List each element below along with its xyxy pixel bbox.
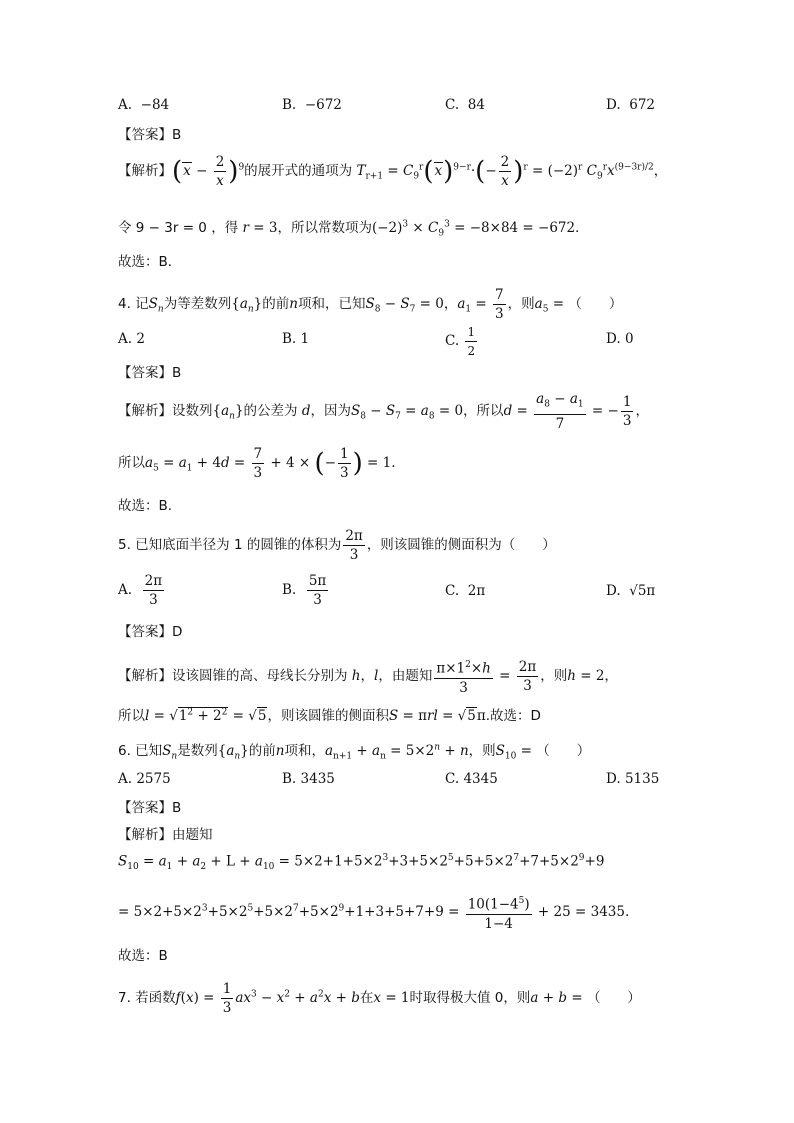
- q3-analysis-line1: 【解析】(x − $\frac{2}{x}$ )$^9$的展开式的通项为 $T_{r+1} = C_9^r(x)^{9-r}\cdot(-$ $\frac{2}{x}$ )$^r = (-2)^r$ $C_9^rx^{(9-3r)/2}$，: [118, 154, 668, 189]
- q4-conclusion: 故选：B.: [118, 498, 173, 514]
- q6-analysis-line3: = $5\times 2+5\times 2^3+5\times 2^5+5\times 2^7+5\times 2^9+1+3+5+7+9$ = $\frac{10(1-4^5)}{1-4}$ + 25 = 3435.: [118, 892, 629, 933]
- q6-option-a: A. 2575: [118, 771, 171, 787]
- q4-option-a: A. 2: [118, 331, 145, 347]
- q5-analysis-line2: 所以$l = √1^2 + 2^2 = √5$，则该圆锥的侧面积S = πrl = √5π.故选：D: [118, 707, 541, 724]
- q4-answer: 【答案】B: [118, 365, 182, 381]
- q3-analysis-line2: 令 9 − 3r = 0 ，得 r = 3，所以常数项为$(-2)^3 \times C_9^3 = -8\times 84 = -672$．: [118, 219, 589, 239]
- q3-option-c: C. 84: [445, 97, 485, 113]
- q3-conclusion: 故选：B．: [118, 254, 182, 270]
- q6-option-b: B. 3435: [282, 771, 335, 787]
- q4-analysis-line1: 【解析】设数列$\{a_n\}$的公差为 d，因为$S_8 - S_7 = a_8 = 0$，所以d = $\frac{a_8 - a_1}{7}$ = − $\frac{1}{3}$ ，: [118, 391, 649, 432]
- q5-option-c: C. 2π: [445, 583, 486, 599]
- analysis-tag: 【解析】: [118, 163, 172, 179]
- q7-stem: 7. 若函数f(x) = $\frac{1}{3}$ $ax^3 - x^2 + a^2x + b$在x = 1时取得极大值 0，则a + b = （ ）: [118, 981, 641, 1016]
- q3-option-b: B. −672: [282, 97, 342, 113]
- q6-stem: 6. 已知$S_n$是数列$\{a_n\}$的前n项和，$a_{n+1} + a_n = 5\times 2^n + n$，则$S_{10}$ = （ ）: [118, 742, 591, 762]
- q4-stem: 4. 记$S_n$为等差数列$\{a_n\}$的前n项和，已知$S_8 - S_7 = 0$，$a_1$ = $\frac{7}{3}$ ，则$a_5$ = （ ）: [118, 287, 623, 322]
- q5-answer: 【答案】D: [118, 624, 183, 640]
- q5-option-d: D. √5π: [606, 583, 656, 599]
- q6-answer: 【答案】B: [118, 800, 182, 816]
- q6-analysis-line2: $S_{10} = a_1 + a_2 + L + a_{10} = 5\times 2+1+5\times 2^3+3+5\times 2^5+5+5\times 2^7+7+5\times 2^9+9$: [118, 853, 605, 873]
- q3-option-a: A. −84: [118, 97, 170, 113]
- q6-option-c: C. 4345: [445, 771, 498, 787]
- q4-analysis-line2: 所以$a_5 = a_1 + 4d$ = $\frac{7}{3}$ + 4 × (− $\frac{1}{3}$ ) = 1.: [118, 446, 396, 481]
- q6-conclusion: 故选：B: [118, 948, 168, 964]
- q3-answer: 【答案】B: [118, 127, 182, 143]
- q4-option-b: B. 1: [282, 331, 310, 347]
- q5-analysis-line1: 【解析】设该圆锥的高、母线长分别为 h，l，由题知 $\frac{\pi\times 1^2\times h}{3}$ = $\frac{2\pi}{3}$ ，则h = 2，: [118, 656, 618, 697]
- q6-option-d: D. 5135: [606, 771, 660, 787]
- q6-analysis-line1: 【解析】由题知: [118, 827, 213, 843]
- q4-option-c: C. $\frac{1}{2}$: [445, 325, 476, 358]
- q4-option-d: D. 0: [606, 331, 634, 347]
- q5-option-b: B. $\frac{5\pi}{3}$: [282, 573, 327, 608]
- q3-option-d: D. 672: [606, 97, 656, 113]
- q5-option-a: A. $\frac{2\pi}{3}$: [118, 573, 163, 608]
- q5-stem: 5. 已知底面半径为 1 的圆锥的体积为 $\frac{2\pi}{3}$ ，则该圆锥的侧面积为（ ）: [118, 528, 556, 563]
